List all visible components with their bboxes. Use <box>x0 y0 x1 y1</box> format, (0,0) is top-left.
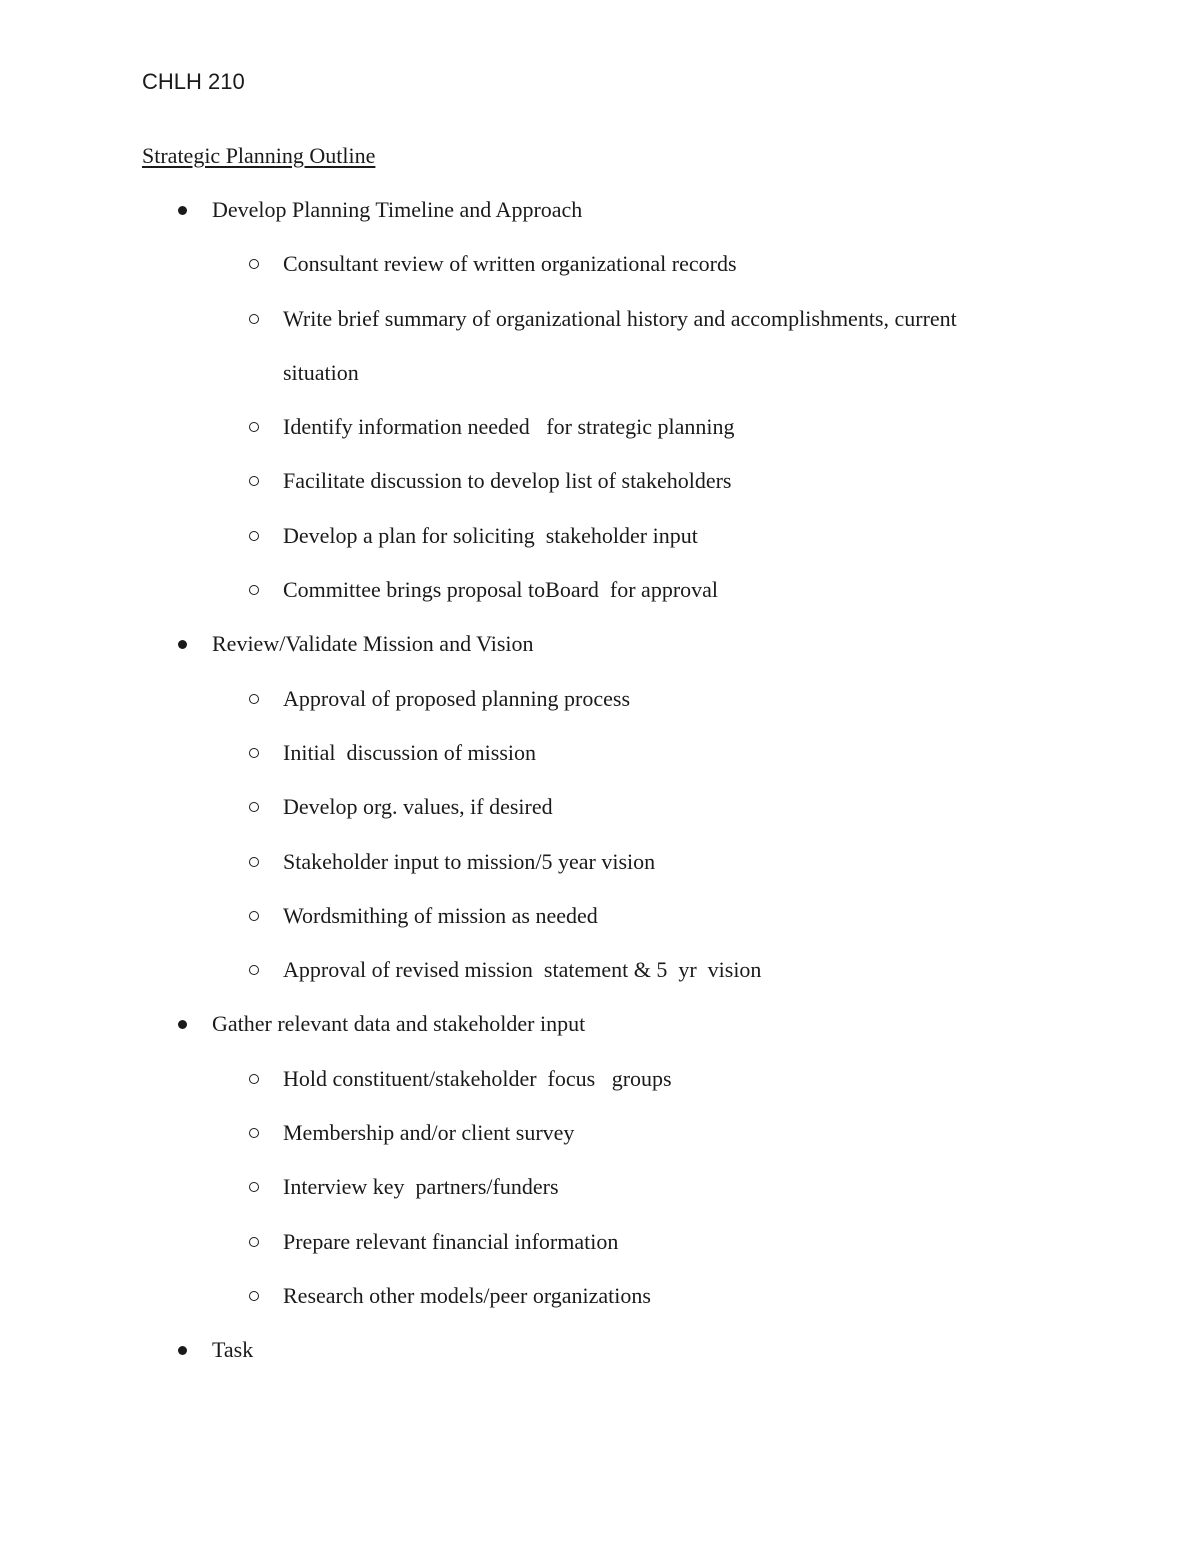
item-text: Stakeholder input to mission/5 year vision <box>283 848 656 874</box>
outline-item <box>0 1226 1200 1280</box>
outline-item <box>0 737 1200 791</box>
item-text: Committee brings proposal toBoard for approval <box>283 577 719 603</box>
outline-item <box>0 303 1200 412</box>
section-heading: Develop Planning Timeline and Approach <box>212 197 583 222</box>
outline-item <box>0 1063 1200 1117</box>
outline-list <box>0 194 1200 1389</box>
section-heading: Task <box>212 1337 254 1363</box>
item-text: Develop a plan for soliciting stakeholder input <box>283 522 698 548</box>
outline-item <box>0 465 1200 519</box>
hollow-bullet-icon <box>249 1291 259 1301</box>
outline-item <box>0 411 1200 465</box>
item-text: Prepare relevant financial information <box>283 1228 619 1254</box>
filled-bullet-icon <box>178 640 187 649</box>
hollow-bullet-icon <box>249 857 259 867</box>
item-text: Write brief summary of organizational history and accomplishments, current situation <box>283 305 963 385</box>
filled-bullet-icon <box>178 1020 187 1029</box>
hollow-bullet-icon <box>249 694 259 704</box>
hollow-bullet-icon <box>249 965 259 975</box>
section-heading: Gather relevant data and stakeholder input <box>212 1011 586 1037</box>
item-text: Research other models/peer organizations <box>283 1282 651 1308</box>
item-text: Consultant review of written organizational records <box>283 251 737 277</box>
hollow-bullet-icon <box>249 314 259 324</box>
outline-item <box>0 520 1200 574</box>
hollow-bullet-icon <box>249 259 259 269</box>
hollow-bullet-icon <box>249 476 259 486</box>
filled-bullet-icon <box>178 1346 187 1355</box>
hollow-bullet-icon <box>249 1237 259 1247</box>
outline-section <box>0 628 1200 682</box>
item-text: Membership and/or client survey <box>283 1120 575 1146</box>
outline-section <box>0 1334 1200 1388</box>
hollow-bullet-icon <box>249 802 259 812</box>
hollow-bullet-icon <box>249 422 259 432</box>
item-text: Initial discussion of mission <box>283 739 536 765</box>
outline-item <box>0 574 1200 628</box>
hollow-bullet-icon <box>249 531 259 541</box>
document-title: Strategic Planning Outline <box>142 143 376 168</box>
hollow-bullet-icon <box>249 1182 259 1192</box>
item-text: Interview key partners/funders <box>283 1174 559 1200</box>
item-text: Wordsmithing of mission as needed <box>283 902 598 928</box>
item-text: Approval of proposed planning process <box>283 685 631 711</box>
hollow-bullet-icon <box>249 585 259 595</box>
item-text: Hold constituent/stakeholder focus groups <box>283 1065 672 1091</box>
outline-item <box>0 1171 1200 1225</box>
hollow-bullet-icon <box>249 1128 259 1138</box>
hollow-bullet-icon <box>249 911 259 921</box>
course-code: CHLH 210 <box>142 69 245 94</box>
filled-bullet-icon <box>178 206 187 215</box>
item-text: Approval of revised mission statement & 5 yr vision <box>283 957 762 983</box>
section-heading: Review/Validate Mission and Vision <box>212 631 534 657</box>
outline-item <box>0 900 1200 954</box>
item-text: Develop org. values, if desired <box>283 794 553 820</box>
hollow-bullet-icon <box>249 748 259 758</box>
outline-item <box>0 846 1200 900</box>
hollow-bullet-icon <box>249 1074 259 1084</box>
item-text: Facilitate discussion to develop list of stakeholders <box>283 468 732 494</box>
outline-section <box>0 194 1200 248</box>
outline-item <box>0 791 1200 845</box>
outline-section <box>0 1008 1200 1062</box>
outline-item <box>0 1280 1200 1334</box>
outline-item <box>0 683 1200 737</box>
outline-item <box>0 1117 1200 1171</box>
outline-item <box>0 954 1200 1008</box>
item-text: Identify information needed for strategic planning <box>283 414 735 440</box>
